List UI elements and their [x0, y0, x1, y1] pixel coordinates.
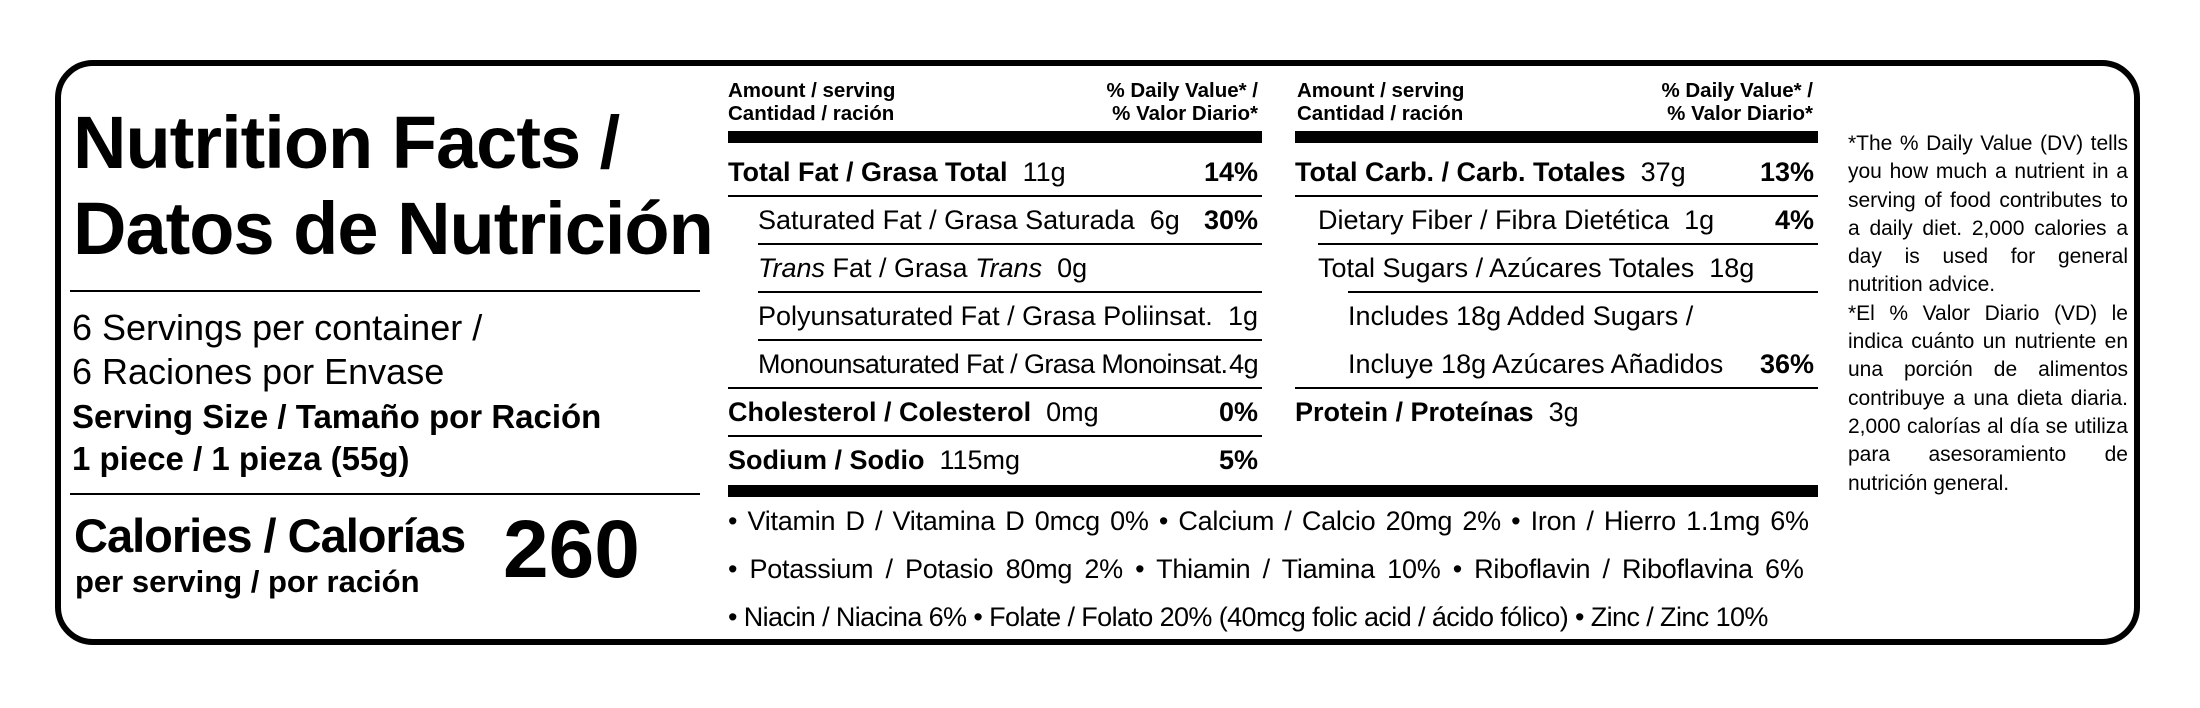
calories-value: 260	[503, 504, 640, 595]
nutrient-saturated-fat: Saturated Fat / Grasa Saturada 6g 30%	[758, 205, 1258, 235]
vitamins-line-2: • Potassium / Potasio 80mg 2% • Thiamin / Tiamina 10% • Riboflavin / Riboflavina 6%	[728, 554, 1804, 584]
serving-size	[72, 396, 601, 480]
servings-per-container	[72, 306, 482, 394]
nutrient-polyunsaturated-fat: Polyunsaturated Fat / Grasa Poliinsat. 1g	[758, 301, 1258, 331]
nutrient-added-sugars-es: Incluye 18g Azúcares Añadidos 36%	[1348, 349, 1814, 379]
dv-header-left: % Daily Value* / % Valor Diario*	[1106, 79, 1258, 125]
nutrient-sodium: Sodium / Sodio 115mg 5%	[728, 445, 1258, 475]
divider-title	[70, 290, 700, 292]
divider-serving	[70, 493, 700, 495]
nutrient-cholesterol: Cholesterol / Colesterol 0mg 0%	[728, 397, 1258, 427]
calories-per-serving: per serving / por ración	[75, 564, 420, 599]
nutrient-monounsaturated-fat: Monounsaturated Fat / Grasa Monoinsat. 4g	[758, 349, 1258, 379]
serving-size-value: 1 piece / 1 pieza (55g)	[72, 440, 410, 477]
nutrient-trans-fat: Trans Fat / Grasa Trans 0g	[758, 253, 1088, 283]
calories-label: Calories / Calorías	[74, 509, 466, 562]
nutrient-protein: Protein / Proteínas 3g	[1295, 397, 1579, 427]
title-spanish: Datos de Nutrición	[73, 187, 713, 270]
daily-value-footnote	[1848, 130, 2128, 498]
thick-bar-left	[728, 131, 1262, 143]
nutrient-total-carb: Total Carb. / Carb. Totales 37g 13%	[1295, 157, 1814, 187]
amount-header-left: Amount / serving Cantidad / ración	[728, 79, 896, 125]
nutrient-added-sugars-en: Includes 18g Added Sugars /	[1348, 301, 1694, 331]
title-english: Nutrition Facts /	[73, 101, 620, 184]
thick-bar-bottom	[728, 485, 1818, 497]
footnote-spanish: *El % Valor Diario (VD) le indica cuánto un nutriente en una porción de alimentos contribuye a una dieta diaria. 2,000 calorías al día se utiliza para asesoramiento de nutrición general.	[1848, 301, 2128, 495]
dv-header-right: % Daily Value* / % Valor Diario*	[1661, 79, 1813, 125]
thick-bar-right	[1295, 131, 1818, 143]
amount-header-right: Amount / serving Cantidad / ración	[1297, 79, 1465, 125]
nutrient-dietary-fiber: Dietary Fiber / Fibra Dietética 1g 4%	[1318, 205, 1814, 235]
vitamins-line-3: • Niacin / Niacina 6% • Folate / Folato 20% (40mcg folic acid / ácido fólico) • Zinc / Zinc 10%	[728, 602, 1768, 632]
footnote-english: *The % Daily Value (DV) tells you how much a nutrient in a serving of food contributes to a daily diet. 2,000 calories a day is used for general nutrition advice.	[1848, 132, 2128, 297]
vitamins-line-1: • Vitamin D / Vitamina D 0mcg 0% • Calcium / Calcio 20mg 2% • Iron / Hierro 1.1mg 6%	[728, 506, 1809, 536]
label-title	[73, 100, 713, 272]
nutrient-total-fat: Total Fat / Grasa Total 11g 14%	[728, 157, 1258, 187]
servings-spanish: 6 Raciones por Envase	[72, 351, 445, 392]
serving-size-label: Serving Size / Tamaño por Ración	[72, 398, 602, 435]
nutrient-total-sugars: Total Sugars / Azúcares Totales 18g	[1318, 253, 1755, 283]
servings-english: 6 Servings per container /	[72, 307, 483, 348]
